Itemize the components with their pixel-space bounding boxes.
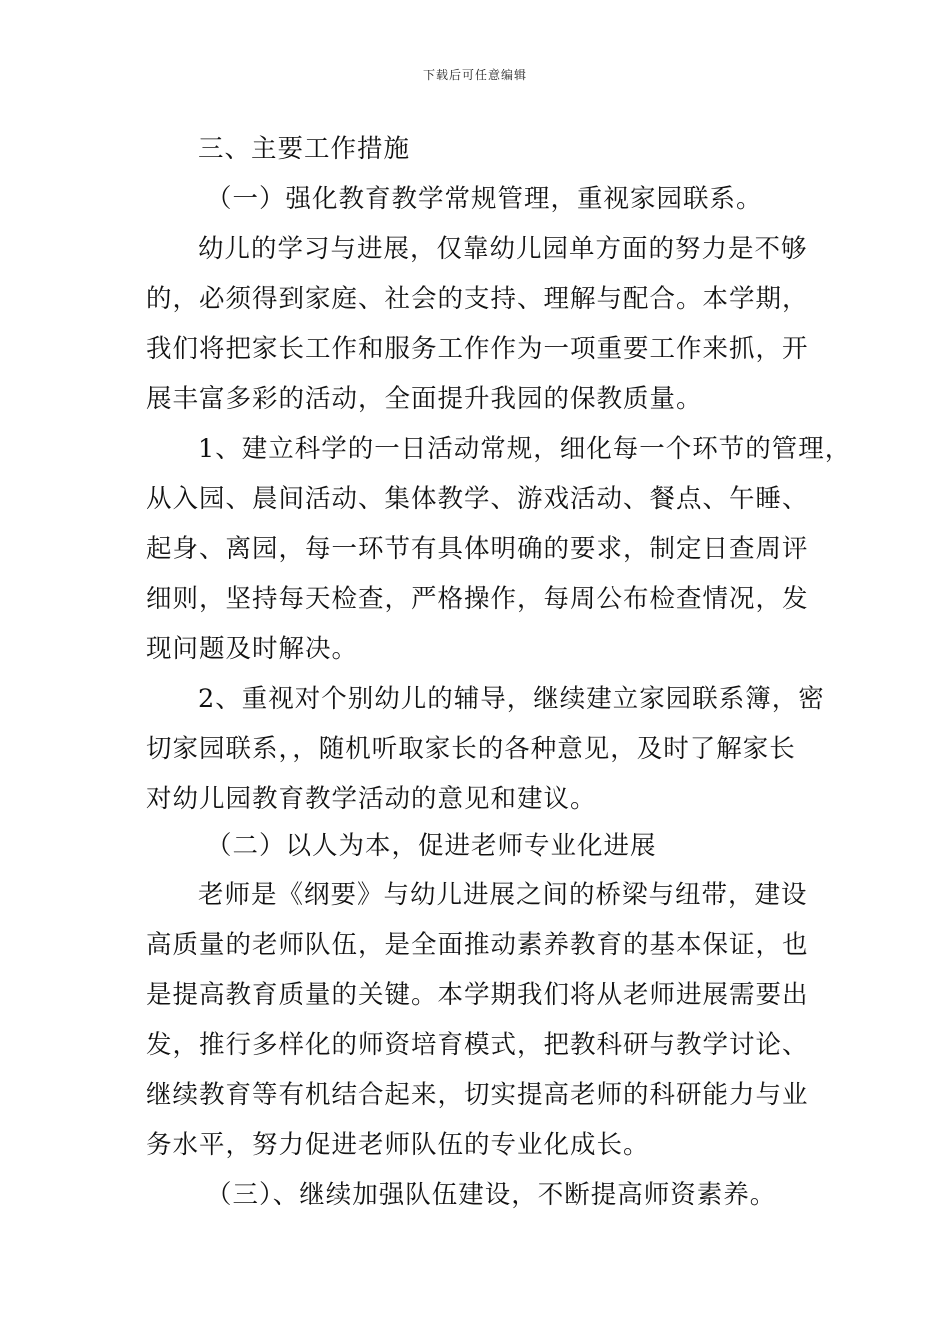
subsection-heading: （二）以人为本，促进老师专业化进展 xyxy=(206,831,657,861)
paragraph-line: 对幼儿园教育教学活动的意见和建议。 xyxy=(146,784,597,814)
subsection-heading: （三）、继续加强队伍建设，不断提高师资素养。 xyxy=(206,1180,777,1210)
paragraph-line: 是提高教育质量的关键。本学期我们将从老师进展需要出 xyxy=(146,980,809,1010)
paragraph-line: 细则，坚持每天检查，严格操作，每周公布检查情况，发 xyxy=(146,584,809,614)
paragraph-line: 展丰富多彩的活动，全面提升我园的保教质量。 xyxy=(146,384,703,414)
paragraph-line: 现问题及时解决。 xyxy=(146,634,359,664)
paragraph-line: 我们将把家长工作和服务工作作为一项重要工作来抓，开 xyxy=(146,334,809,364)
paragraph-line: 发，推行多样化的师资培育模式，把教科研与教学讨论、 xyxy=(146,1030,809,1060)
paragraph-line: 的，必须得到家庭、社会的支持、理解与配合。本学期， xyxy=(146,284,809,314)
paragraph-line: 幼儿的学习与进展，仅靠幼儿园单方面的努力是不够 xyxy=(198,234,808,264)
paragraph-line: 继续教育等有机结合起来，切实提高老师的科研能力与业 xyxy=(146,1080,809,1110)
paragraph-line: 高质量的老师队伍，是全面推动素养教育的基本保证，也 xyxy=(146,930,809,960)
paragraph-line: 起身、离园，每一环节有具体明确的要求，制定日查周评 xyxy=(146,534,809,564)
subsection-heading: （一）强化教育教学常规管理，重视家园联系。 xyxy=(206,184,763,214)
paragraph-line: 切家园联系，，随机听取家长的各种意见，及时了解家长 xyxy=(146,734,796,764)
paragraph-line: 老师是《纲要》与幼儿进展之间的桥梁与纽带，建设 xyxy=(198,880,808,910)
paragraph-line: 从入园、晨间活动、集体教学、游戏活动、餐点、午睡、 xyxy=(146,484,809,514)
paragraph-line: 1、建立科学的一日活动常规，细化每一个环节的管理， xyxy=(198,434,852,464)
page-header: 下载后可任意编辑 xyxy=(422,68,527,82)
section-heading: 三、主要工作措施 xyxy=(198,134,411,164)
paragraph-line: 2、重视对个别幼儿的辅导，继续建立家园联系簿，密 xyxy=(198,684,825,714)
paragraph-line: 务水平，努力促进老师队伍的专业化成长。 xyxy=(146,1130,650,1160)
